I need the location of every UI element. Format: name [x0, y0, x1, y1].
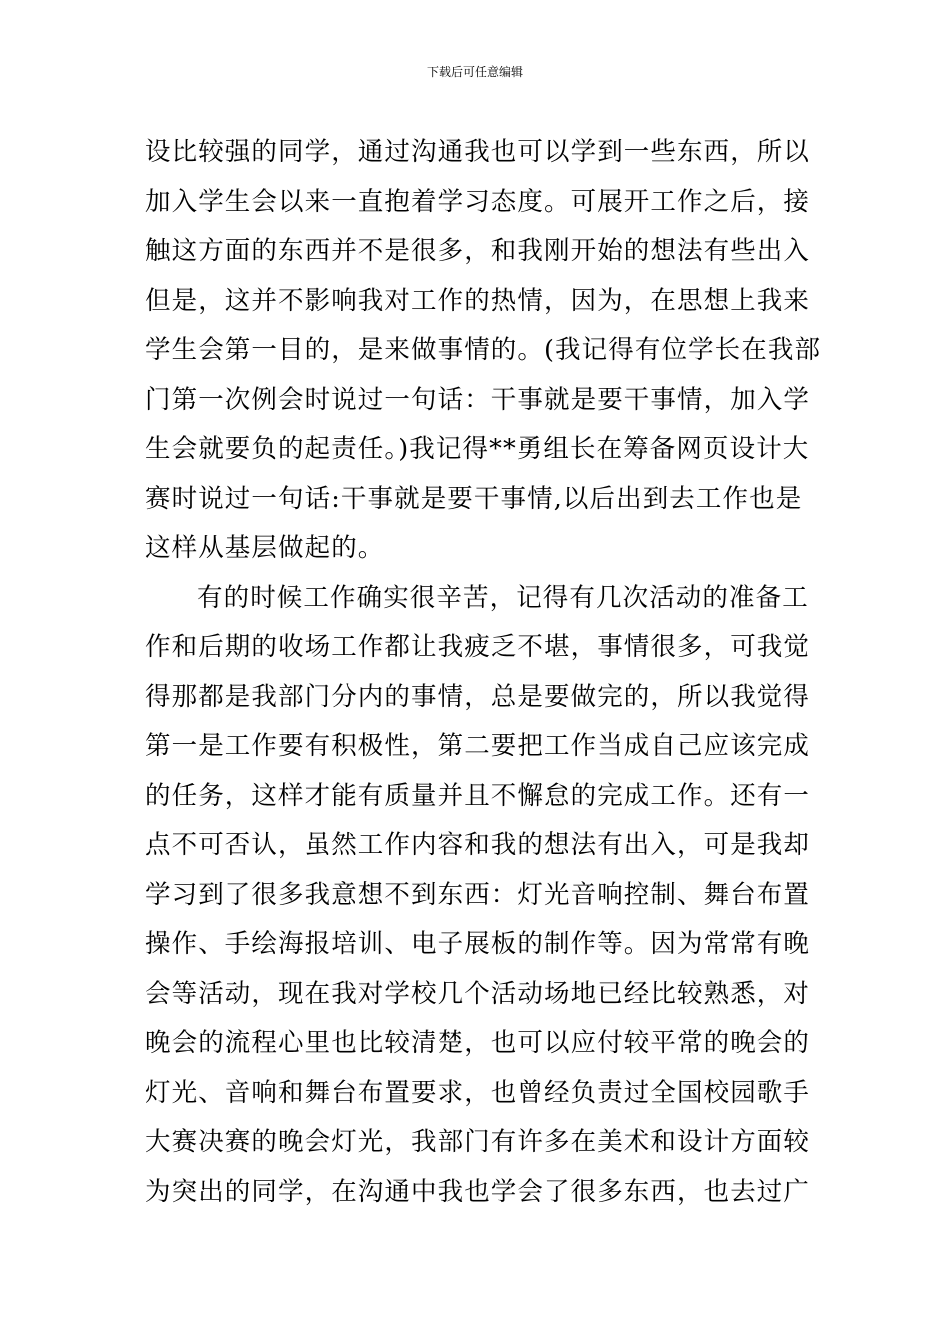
- paragraph-first-line: 有的时候工作确实很辛苦，记得有几次活动的准备工: [197, 582, 809, 613]
- document-body: [145, 128, 822, 1217]
- text-line: 学生会第一目的，是来做事情的。(我记得有位学长在我部: [145, 335, 822, 365]
- text-line: 这样从基层做起的。: [145, 533, 385, 563]
- text-line: 门第一次例会时说过一句话：干事就是要干事情，加入学: [145, 384, 811, 415]
- text-line: 得那都是我部门分内的事情，总是要做完的，所以我觉得: [145, 681, 811, 712]
- text-line: 为突出的同学，在沟通中我也学会了很多东西，也去过广: [145, 1176, 811, 1207]
- text-line: 操作、手绘海报培训、电子展板的制作等。因为常常有晚: [145, 929, 811, 959]
- page-header: 下载后可任意编辑: [426, 65, 523, 79]
- text-line: 作和后期的收场工作都让我疲乏不堪，事情很多，可我觉: [145, 632, 811, 662]
- text-line: 会等活动，现在我对学校几个活动场地已经比较熟悉，对: [145, 978, 811, 1009]
- text-line: 触这方面的东西并不是很多，和我刚开始的想法有些出入: [145, 236, 811, 266]
- text-line: 点不可否认，虽然工作内容和我的想法有出入，可是我却: [145, 830, 811, 860]
- text-line: 的任务，这样才能有质量并且不懈怠的完成工作。还有一: [145, 780, 811, 811]
- text-line: 大赛决赛的晚会灯光，我部门有许多在美术和设计方面较: [145, 1127, 811, 1157]
- text-line: 学习到了很多我意想不到东西：灯光音响控制、舞台布置: [145, 879, 811, 910]
- text-line: 晚会的流程心里也比较清楚，也可以应付较平常的晚会的: [145, 1028, 811, 1058]
- text-line: 第一是工作要有积极性，第二要把工作当成自己应该完成: [145, 731, 811, 761]
- text-line: 加入学生会以来一直抱着学习态度。可展开工作之后，接: [145, 186, 811, 217]
- text-line: 生会就要负的起责任。)我记得**勇组长在筹备网页设计大: [145, 434, 810, 464]
- text-line: 灯光、音响和舞台布置要求，也曾经负责过全国校园歌手: [145, 1077, 811, 1108]
- text-line: 但是，这并不影响我对工作的热情，因为，在思想上我来: [145, 285, 811, 316]
- text-line: 赛时说过一句话:干事就是要干事情,以后出到去工作也是: [145, 483, 803, 514]
- text-line: 设比较强的同学，通过沟通我也可以学到一些东西，所以: [145, 137, 811, 167]
